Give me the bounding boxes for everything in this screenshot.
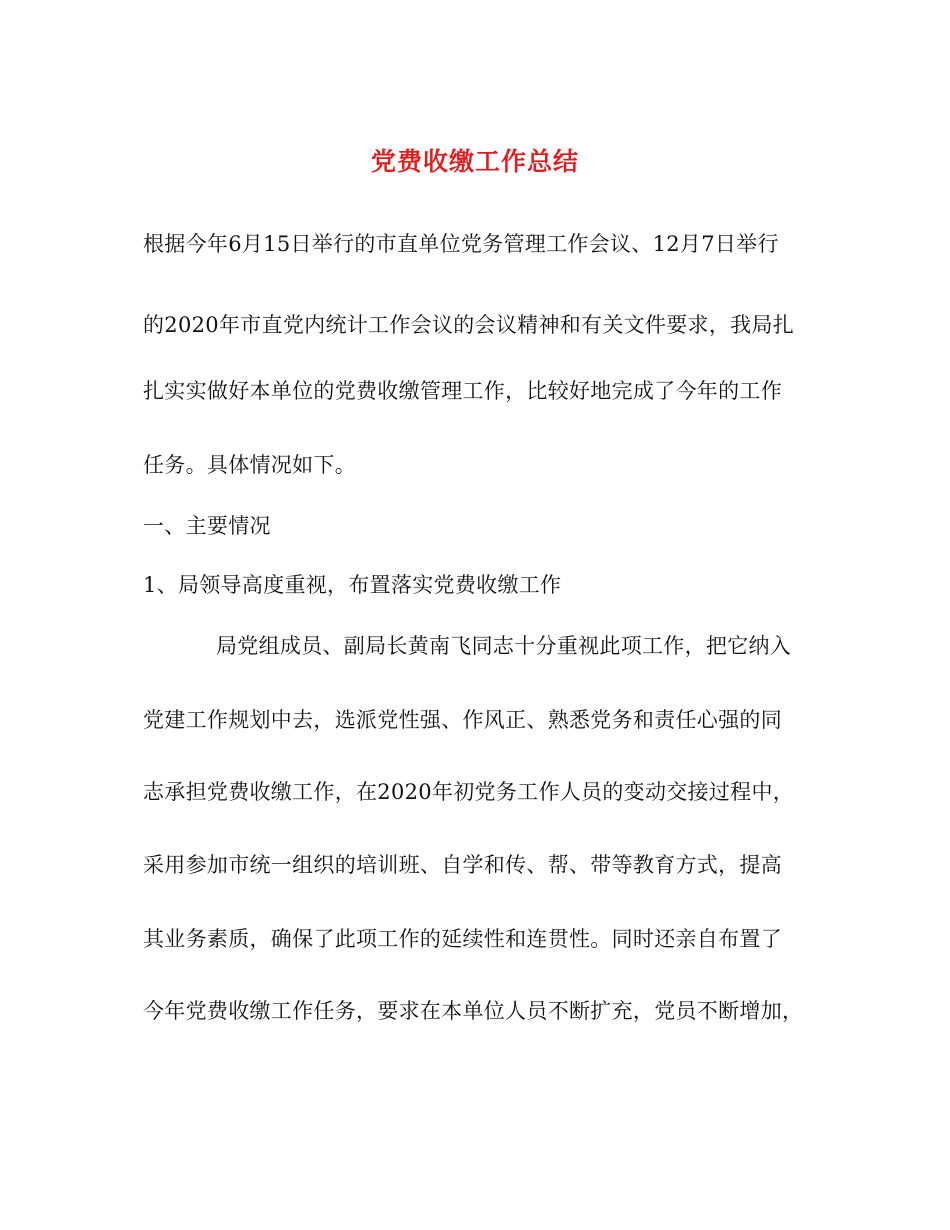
document-title: 党费收缴工作总结 [370,147,579,176]
body-line-4: 任务。具体情况如下。 [143,453,356,477]
body-line-8: 党建工作规划中去，选派党性强、作风正、熟悉党务和责任心强的同 [143,708,782,732]
body-line-10: 采用参加市统一组织的培训班、自学和传、帮、带等教育方式，提高 [143,853,782,877]
body-line-7: 局党组成员、副局长黄南飞同志十分重视此项工作，把它纳入 [216,634,792,658]
body-line-2: 的2020年市直党内统计工作会议的会议精神和有关文件要求，我局扎 [143,313,795,337]
body-line-9: 志承担党费收缴工作，在2020年初党务工作人员的变动交接过程中， [143,780,795,804]
body-line-11: 其业务素质，确保了此项工作的延续性和连贯性。同时还亲自布置了 [143,927,782,951]
body-line-1: 根据今年6月15日举行的市直单位党务管理工作会议、12月7日举行 [143,232,779,256]
body-line-3: 扎实实做好本单位的党费收缴管理工作，比较好地完成了今年的工作 [143,379,782,403]
section-heading: 一、主要情况 [143,514,271,538]
body-line-12: 今年党费收缴工作任务，要求在本单位人员不断扩充，党员不断增加， [143,999,804,1023]
subsection-heading: 1、局领导高度重视，布置落实党费收缴工作 [143,573,562,597]
